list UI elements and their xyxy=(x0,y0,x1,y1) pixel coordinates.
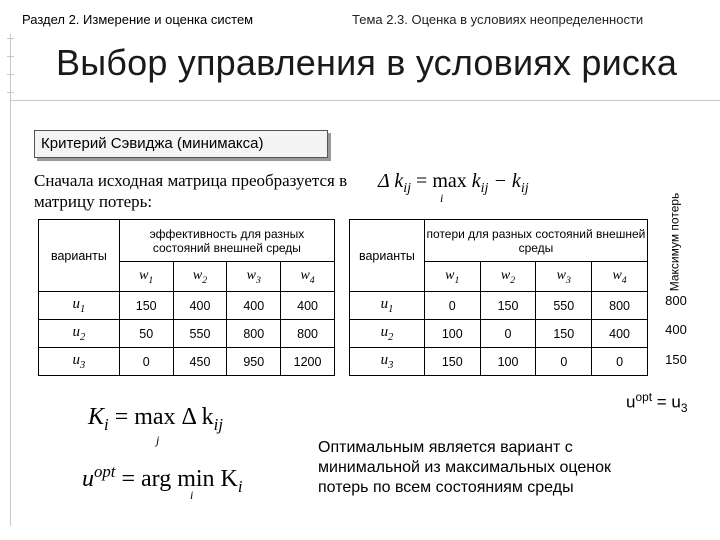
value-cell: 100 xyxy=(480,348,536,376)
value-cell: 100 xyxy=(424,320,480,348)
effectiveness-table xyxy=(38,219,335,376)
loss-formula: Δ $k_{ij} = \max k_{ij} - k_{ij}$ xyxy=(378,170,529,196)
value-cell: 1200 xyxy=(281,348,335,376)
value-cell: 0 xyxy=(119,348,173,376)
w-header: $w_4$ xyxy=(281,262,335,292)
value-cell: 0 xyxy=(536,348,592,376)
variants-header: варианты xyxy=(350,220,425,292)
w-header: $w_4$ xyxy=(592,262,648,292)
criterion-sub: (минимакса) xyxy=(176,135,264,152)
rule-tick xyxy=(7,38,14,39)
value-cell: 550 xyxy=(536,292,592,320)
argmin-formula-index: i xyxy=(190,488,194,502)
value-cell: 400 xyxy=(281,292,335,320)
value-cell: 950 xyxy=(227,348,281,376)
k-formula: $K_i = \max \Delta$ $k_{ij}$ xyxy=(88,404,223,434)
table-row xyxy=(350,320,648,348)
group-header: потери для разных состояний внешней среды xyxy=(424,220,647,262)
value-cell: 450 xyxy=(173,348,227,376)
loss-table xyxy=(349,219,648,376)
w-header: $w_1$ xyxy=(119,262,173,292)
variant-cell: $u_1$ xyxy=(350,292,425,320)
variant-cell: $u_1$ xyxy=(39,292,120,320)
w-header: $w_2$ xyxy=(480,262,536,292)
table-row xyxy=(39,320,335,348)
table-row xyxy=(39,348,335,376)
value-cell: 800 xyxy=(592,292,648,320)
value-cell: 0 xyxy=(480,320,536,348)
value-cell: 0 xyxy=(592,348,648,376)
rule-tick xyxy=(7,56,14,57)
value-cell: 150 xyxy=(119,292,173,320)
group-header: эффективность для разных состояний внешней среды xyxy=(119,220,334,262)
max-loss-value: 800 xyxy=(665,293,687,308)
table-row xyxy=(350,348,648,376)
table-row xyxy=(39,292,335,320)
title-rule xyxy=(10,100,720,101)
conclusion-text: Оптимальным является вариант с минимальной из максимальных оценок потерь по всем состояниям среды xyxy=(318,439,611,496)
value-cell: 550 xyxy=(173,320,227,348)
argmin-formula: $u^{opt}$ = arg $\min K_i$ xyxy=(82,462,243,496)
value-cell: 150 xyxy=(424,348,480,376)
value-cell: 0 xyxy=(424,292,480,320)
w-header: $w_1$ xyxy=(424,262,480,292)
loss-formula-index: i xyxy=(440,191,444,205)
w-header: $w_3$ xyxy=(227,262,281,292)
max-loss-value: 150 xyxy=(665,352,687,367)
intro-text: Сначала исходная матрица преобразуется в матрицу потерь: xyxy=(34,171,348,211)
left-rule xyxy=(10,34,11,526)
value-cell: 400 xyxy=(592,320,648,348)
optimal-result: $u^{opt} = u_3$ xyxy=(626,390,688,416)
value-cell: 150 xyxy=(536,320,592,348)
criterion-name: Критерий Сэвиджа xyxy=(41,135,173,152)
section-header: Раздел 2. Измерение и оценка систем xyxy=(22,12,254,27)
variant-cell: $u_2$ xyxy=(350,320,425,348)
rule-tick xyxy=(7,92,14,93)
topic-header: Тема 2.3. Оценка в условиях неопределенности xyxy=(352,12,644,27)
value-cell: 400 xyxy=(227,292,281,320)
variants-header: варианты xyxy=(39,220,120,292)
value-cell: 50 xyxy=(119,320,173,348)
value-cell: 400 xyxy=(173,292,227,320)
value-cell: 800 xyxy=(227,320,281,348)
criterion-label xyxy=(34,130,328,158)
variant-cell: $u_2$ xyxy=(39,320,120,348)
variant-cell: $u_3$ xyxy=(39,348,120,376)
variant-cell: $u_3$ xyxy=(350,348,425,376)
max-loss-value: 400 xyxy=(665,322,687,337)
max-loss-header: Максимум потерь xyxy=(667,192,682,292)
k-formula-index: j xyxy=(156,433,160,447)
value-cell: 150 xyxy=(480,292,536,320)
w-header: $w_3$ xyxy=(536,262,592,292)
slide-title: Выбор управления в условиях риска xyxy=(56,42,678,83)
table-row xyxy=(350,292,648,320)
rule-tick xyxy=(7,74,14,75)
value-cell: 800 xyxy=(281,320,335,348)
w-header: $w_2$ xyxy=(173,262,227,292)
